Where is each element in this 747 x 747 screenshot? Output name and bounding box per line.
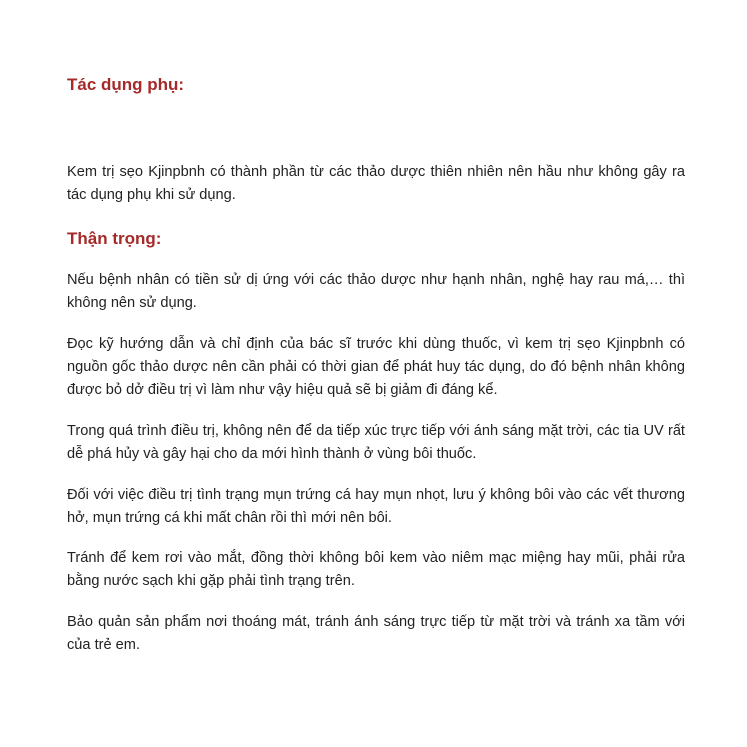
side-effects-paragraph: Kem trị sẹo Kjinpbnh có thành phần từ các thảo dược thiên nhiên nên hầu như không gây ra tác dụng phụ khi sử dụng.	[67, 164, 685, 203]
caution-heading: Thận trọng:	[67, 229, 162, 248]
side-effects-heading: Tác dụng phụ:	[67, 75, 185, 94]
caution-paragraph-allergy: Nếu bệnh nhân có tiền sử dị ứng với các thảo dược như hạnh nhân, nghệ hay rau má,… thì không nên sử dụng.	[67, 272, 685, 311]
caution-paragraph-acne: Đối với việc điều trị tình trạng mụn trứng cá hay mụn nhọt, lưu ý không bôi vào các vết thương hở, mụn trứng cá khi mất chân rồi thì mới nên bôi.	[67, 487, 685, 526]
caution-paragraph-eyes: Tránh để kem rơi vào mắt, đồng thời không bôi kem vào niêm mạc miệng hay mũi, phải rửa bằng nước sạch khi gặp phải tình trạng trên.	[67, 550, 685, 589]
caution-paragraph-sunlight: Trong quá trình điều trị, không nên để da tiếp xúc trực tiếp với ánh sáng mặt trời, các tia UV rất dễ phá hủy và gây hại cho da mới hình thành ở vùng bôi thuốc.	[67, 423, 685, 462]
caution-paragraph-instructions: Đọc kỹ hướng dẫn và chỉ định của bác sĩ trước khi dùng thuốc, vì kem trị sẹo Kjinpbnh có nguồn gốc thảo dược nên cần phải có thời gian để phát huy tác dụng, do đó bệnh nhân không được bỏ dở điều trị vì làm như vậy hiệu quả sẽ bị giảm đi đáng kể.	[67, 336, 685, 398]
caution-paragraph-storage: Bảo quản sản phẩm nơi thoáng mát, tránh ánh sáng trực tiếp từ mặt trời và tránh xa tầm với của trẻ em.	[67, 614, 685, 653]
